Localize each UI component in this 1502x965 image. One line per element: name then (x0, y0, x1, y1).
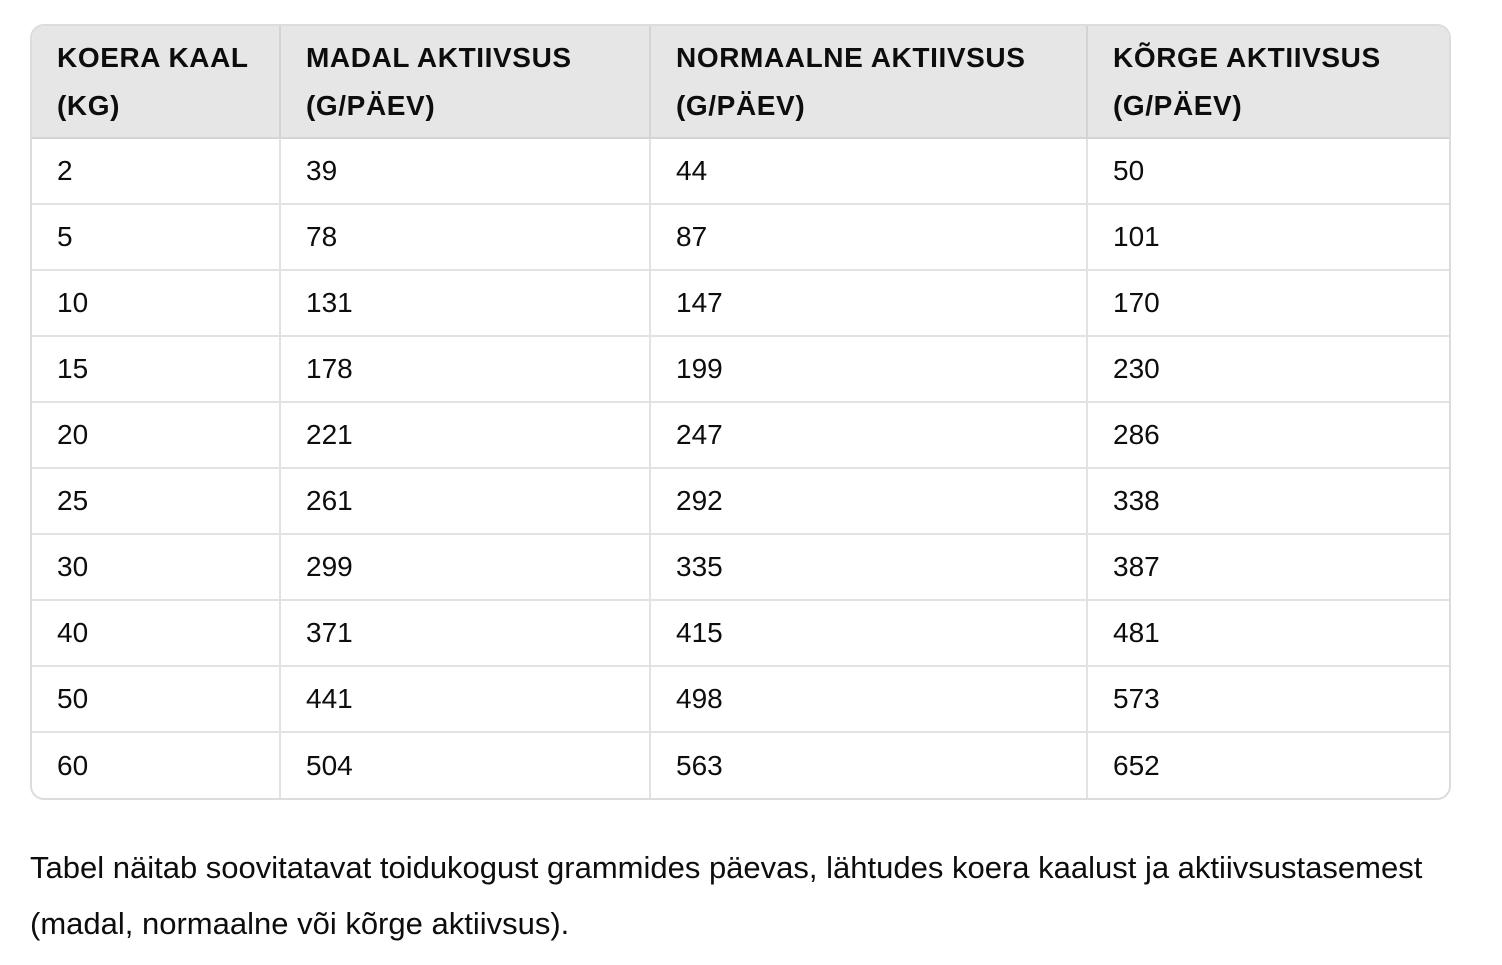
cell-weight: 5 (32, 204, 280, 270)
cell-weight: 2 (32, 138, 280, 204)
cell-low-activity: 131 (280, 270, 650, 336)
cell-high-activity: 170 (1087, 270, 1449, 336)
cell-high-activity: 230 (1087, 336, 1449, 402)
cell-normal-activity: 44 (650, 138, 1087, 204)
cell-high-activity: 652 (1113, 749, 1160, 781)
cell-normal-activity: 563 (650, 732, 1087, 798)
column-header-normal-activity: NORMAALNE AKTIIVSUS (G/PÄEV) (650, 26, 1087, 138)
cell-low-activity: 299 (280, 534, 650, 600)
table-row (32, 204, 1449, 270)
cell-high-activity: 573 (1087, 666, 1449, 732)
food-amount-table (32, 26, 1449, 798)
food-amount-table-container (30, 24, 1451, 800)
cell-low-activity: 441 (280, 666, 650, 732)
cell-weight: 25 (32, 468, 280, 534)
cell-low-activity: 261 (280, 468, 650, 534)
cell-normal-activity: 335 (650, 534, 1087, 600)
cell-normal-activity: 87 (650, 204, 1087, 270)
cell-low-activity: 221 (280, 402, 650, 468)
cell-low-activity: 39 (280, 138, 650, 204)
table-row (32, 138, 1449, 204)
table-header-row (32, 26, 1449, 138)
cell-weight: 60 (32, 732, 280, 798)
column-header-low-activity: MADAL AKTIIVSUS (G/PÄEV) (280, 26, 650, 138)
cell-high-activity: 338 (1087, 468, 1449, 534)
column-header-weight: KOERA KAAL (KG) (32, 26, 280, 138)
cell-high-activity: 50 (1087, 138, 1449, 204)
cell-normal-activity: 247 (650, 402, 1087, 468)
cell-weight: 30 (32, 534, 280, 600)
table-row (32, 336, 1449, 402)
cell-normal-activity: 147 (650, 270, 1087, 336)
cell-weight: 15 (32, 336, 280, 402)
cell-normal-activity: 292 (650, 468, 1087, 534)
table-row (32, 468, 1449, 534)
cell-normal-activity: 498 (650, 666, 1087, 732)
cell-high-activity: 101 (1087, 204, 1449, 270)
table-row (32, 270, 1449, 336)
table-row (32, 402, 1449, 468)
cell-high-activity: 286 (1087, 402, 1449, 468)
cell-weight: 40 (32, 600, 280, 666)
cell-normal-activity: 199 (650, 336, 1087, 402)
table-caption: Tabel näitab soovitatavat toidukogust grammides päevas, lähtudes koera kaalust ja aktiivsustasemest (madal, normaalne või kõrge aktiivsus). (30, 850, 1423, 941)
cell-low-activity: 78 (280, 204, 650, 270)
cell-weight: 10 (32, 270, 280, 336)
cell-low-activity: 504 (280, 732, 650, 798)
table-row (32, 600, 1449, 666)
column-header-high-activity: KÕRGE AKTIIVSUS (G/PÄEV) (1087, 26, 1449, 138)
cell-high-activity: 481 (1087, 600, 1449, 666)
cell-low-activity: 371 (280, 600, 650, 666)
cell-low-activity: 178 (280, 336, 650, 402)
table-row (32, 534, 1449, 600)
table-row (32, 732, 1449, 798)
table-row (32, 666, 1449, 732)
cell-weight: 20 (32, 402, 280, 468)
cell-high-activity: 387 (1087, 534, 1449, 600)
cell-weight: 50 (32, 666, 280, 732)
cell-normal-activity: 415 (650, 600, 1087, 666)
